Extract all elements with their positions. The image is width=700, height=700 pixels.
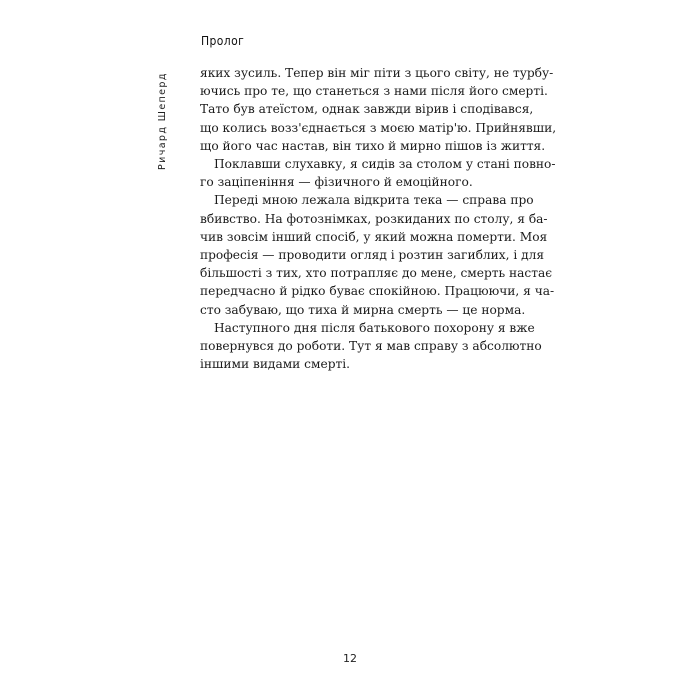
- author-name-vertical: Ричард Шеперд: [157, 72, 168, 170]
- text-line: що його час настав, він тихо й мирно пішов із життя.: [200, 138, 546, 153]
- text-line: Наступного дня після батькового похорону я вже: [214, 320, 535, 335]
- text-line: повернувся до роботи. Тут я мав справу з абсолютно: [200, 339, 542, 354]
- text-line: Переді мною лежала відкрита тека — справа про: [214, 193, 534, 208]
- text-line: професія — проводити огляд і розтин загиблих, і для: [200, 248, 545, 263]
- text-line: іншими видами смерті.: [200, 357, 351, 372]
- text-line: ючись про те, що станеться з нами після його смерті.: [200, 84, 548, 99]
- text-line: го заціпеніння — фізичного й емоційного.: [200, 175, 473, 190]
- running-head-title: Пролог: [201, 34, 245, 48]
- text-line: чив зовсім інший спосіб, у який можна померти. Моя: [200, 229, 548, 244]
- text-line: Тато був атеїстом, однак завжди вірив і сподівався,: [200, 102, 534, 117]
- page-number: 12: [343, 652, 357, 665]
- text-line: сто забуваю, що тиха й мирна смерть — це норма.: [200, 302, 526, 317]
- text-line: більшості з тих, хто потрапляє до мене, смерть настає: [200, 266, 553, 281]
- text-line: передчасно й рідко буває спокійною. Працюючи, я ча-: [200, 284, 555, 299]
- text-line: що колись возз'єднається з моєю матір'ю. Прийнявши,: [200, 120, 557, 135]
- body-text: [200, 64, 557, 373]
- text-line: вбивство. На фотознімках, розкиданих по столу, я ба-: [200, 211, 548, 226]
- text-line: яких зусиль. Тепер він міг піти з цього світу, не турбу-: [200, 66, 554, 80]
- text-line: Поклавши слухавку, я сидів за столом у стані повно-: [214, 157, 556, 172]
